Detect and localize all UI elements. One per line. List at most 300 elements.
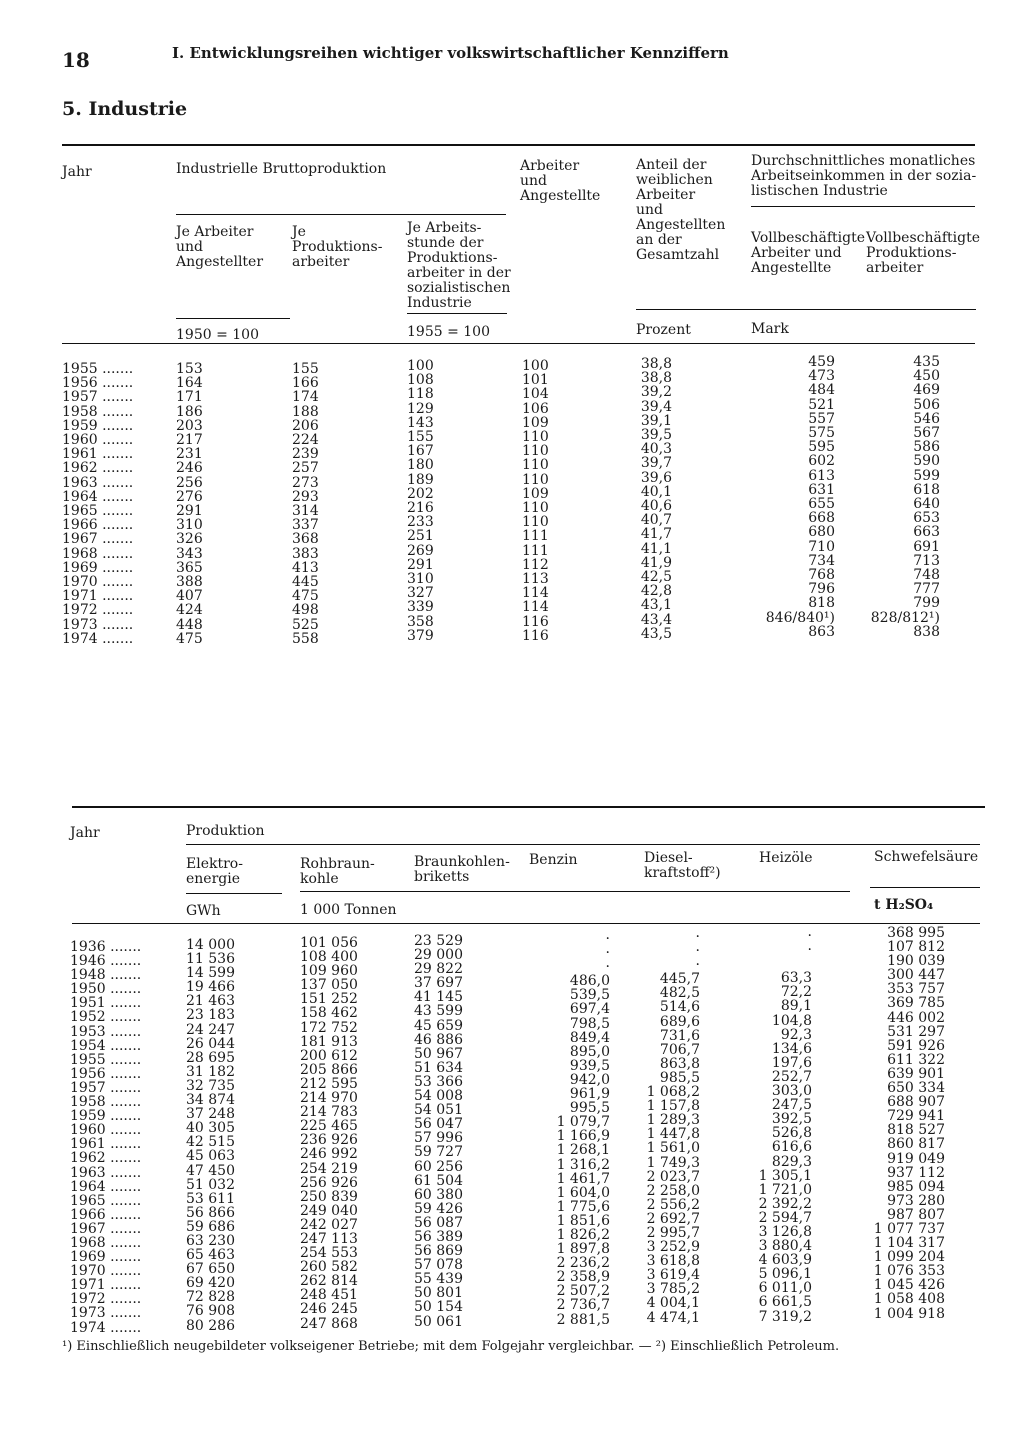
table1-header-arbeiter-angestellte: Arbeiter und Angestellte (520, 158, 601, 204)
table-cell: 197,6 (771, 1054, 812, 1071)
table-cell: 3 618,8 (646, 1253, 700, 1270)
table-cell: 45 659 (414, 1017, 463, 1034)
table-cell: 106 (522, 400, 549, 417)
table-cell: 1 104 317 (873, 1235, 945, 1252)
table1-unit-rule-b (407, 313, 507, 314)
table-cell: 42,5 (640, 569, 672, 586)
table1-header-je-produktionsarbeiter: Je Produktions- arbeiter (292, 224, 383, 270)
table1-header-einkommen: Durchschnittliches monatliches Arbeitseinkommen in der sozia- listischen Industrie (751, 153, 977, 199)
table-cell: 53 611 (186, 1190, 235, 1207)
table-cell: 23 529 (414, 933, 463, 949)
table-cell: 5 096,1 (758, 1266, 812, 1283)
table-cell: 1964 ....... (70, 1178, 142, 1195)
table-cell: 1946 ....... (70, 953, 142, 970)
table-cell: 11 536 (186, 951, 235, 968)
table-cell: 4 603,9 (758, 1252, 812, 1269)
table-cell: 50 801 (414, 1285, 463, 1302)
table-cell: · (695, 943, 700, 960)
table-cell: 60 380 (414, 1186, 463, 1203)
table-cell: 291 (176, 503, 203, 520)
table-cell: 383 (292, 545, 319, 562)
table-cell: 388 (176, 574, 203, 591)
table-cell: 1 461,7 (556, 1170, 610, 1187)
table-cell: 76 908 (186, 1303, 235, 1320)
table-cell: 38,8 (640, 356, 672, 372)
table-cell: 1956 ....... (70, 1065, 142, 1082)
table-cell: 29 822 (414, 961, 463, 978)
table-cell: 849,4 (569, 1029, 610, 1046)
table-cell: 1 826,2 (556, 1226, 610, 1243)
table-cell: 680 (808, 524, 835, 541)
table2-header-heizoele: Heizöle (759, 850, 813, 866)
table-cell: 110 (522, 457, 549, 474)
table-cell: 407 (176, 588, 203, 605)
running-title: I. Entwicklungsreihen wichtiger volkswirtschaftlicher Kennziffern (172, 44, 729, 62)
table-cell: 358 (407, 613, 434, 630)
table-cell: 1 305,1 (758, 1167, 812, 1184)
table-cell: 54 008 (414, 1088, 463, 1105)
table-cell: 43,4 (640, 611, 672, 628)
table1-col-je-produktionsarbeiter (292, 362, 319, 646)
table-cell: 110 (522, 514, 549, 531)
table-cell: 225 465 (300, 1118, 358, 1135)
table-cell: 895,0 (569, 1043, 610, 1060)
table-cell: 368 995 (887, 925, 945, 941)
table-cell: 688 907 (887, 1094, 945, 1111)
table-cell: 246 245 (300, 1301, 358, 1318)
table-cell: 327 (407, 585, 434, 602)
table-cell: 525 (292, 616, 319, 633)
table-cell: 56 047 (414, 1116, 463, 1133)
table-cell: 1 604,0 (556, 1184, 610, 1201)
table-cell: 50 154 (414, 1299, 463, 1316)
table-cell: 1965 ....... (62, 503, 134, 520)
table-cell: 256 926 (300, 1174, 358, 1191)
table-cell: 246 992 (300, 1146, 358, 1163)
table-cell: 498 (292, 602, 319, 619)
table-cell: 1 316,2 (556, 1156, 610, 1173)
table-cell: 706,7 (659, 1041, 700, 1058)
table-cell: 475 (292, 588, 319, 605)
table-cell: 188 (292, 403, 319, 420)
table-cell: 838 (913, 623, 940, 640)
table-cell: 1948 ....... (70, 967, 142, 984)
table-cell: 1973 ....... (62, 616, 134, 633)
table-cell: 217 (176, 432, 203, 449)
table-cell: 151 252 (300, 991, 358, 1008)
table-cell: 114 (522, 585, 549, 602)
table-cell: 2 692,7 (646, 1210, 700, 1227)
table-cell: 1 004 918 (873, 1305, 945, 1322)
table-cell: 104 (522, 386, 549, 403)
table-cell: 1958 ....... (70, 1094, 142, 1111)
table-cell: 269 (407, 542, 434, 559)
table-cell: 1952 ....... (70, 1009, 142, 1026)
table-cell: 134,6 (771, 1040, 812, 1057)
table1-header-je-arbeiter: Je Arbeiter und Angestellter (176, 224, 264, 270)
table-cell: 72,2 (780, 984, 812, 1001)
table-cell: 189 (407, 471, 434, 488)
table-cell: 1971 ....... (70, 1277, 142, 1294)
table-cell: 987 807 (887, 1206, 945, 1223)
table-cell: 1973 ....... (70, 1305, 142, 1322)
table-cell: 56 389 (414, 1228, 463, 1245)
table-cell: 591 926 (887, 1037, 945, 1054)
table-cell: 166 (292, 375, 319, 392)
table1-unit-index-1950: 1950 = 100 (176, 327, 259, 343)
table-cell: 379 (407, 627, 434, 644)
table2-top-rule (72, 806, 985, 808)
table-cell: 6 661,5 (758, 1294, 812, 1311)
table-cell: 3 126,8 (758, 1223, 812, 1240)
table-cell: 639 901 (887, 1065, 945, 1082)
table1-unit-rule-c (636, 309, 976, 310)
table-cell: 111 (522, 542, 549, 559)
table2-header-braunkohlenbriketts: Braunkohlen- briketts (414, 854, 510, 885)
table-cell: 24 247 (186, 1021, 235, 1038)
table-cell: 961,9 (569, 1086, 610, 1103)
table2-col-benzin (500, 932, 610, 1327)
table-cell: 254 219 (300, 1160, 358, 1177)
table-cell: 863,8 (659, 1055, 700, 1072)
table2-header-produktion: Produktion (186, 823, 265, 839)
table-cell: 2 258,0 (646, 1182, 700, 1199)
table-cell: 1963 ....... (62, 474, 134, 491)
table-cell: 21 463 (186, 993, 235, 1010)
table-cell: 1972 ....... (70, 1291, 142, 1308)
table-cell: 2 023,7 (646, 1168, 700, 1185)
table-cell: 260 582 (300, 1259, 358, 1276)
table-cell: 1950 ....... (70, 981, 142, 998)
table-cell: 100 (407, 358, 434, 374)
table1-unit-mark: Mark (751, 321, 789, 337)
table-cell: 326 (176, 531, 203, 548)
table-cell: 247 868 (300, 1315, 358, 1332)
table-cell: 1 749,3 (646, 1154, 700, 1171)
table-cell: 445,7 (659, 971, 700, 988)
table-cell: 1 447,8 (646, 1126, 700, 1143)
table2-col-rohbraunkohle (300, 936, 358, 1331)
table-cell: 1 068,2 (646, 1084, 700, 1101)
table-cell: 50 061 (414, 1313, 463, 1330)
table-cell: 435 (913, 354, 940, 370)
table2-unit-tonnen: 1 000 Tonnen (300, 902, 397, 918)
table-cell: 353 757 (887, 981, 945, 998)
table-cell: 303,0 (771, 1083, 812, 1100)
table-cell: 51 634 (414, 1059, 463, 1076)
table-cell: 7 319,2 (758, 1308, 812, 1325)
table-cell: 40 305 (186, 1120, 235, 1137)
table1-header-anteil-weiblich: Anteil der weiblichen Arbeiter und Angestellten an der Gesamtzahl (636, 157, 726, 263)
table-cell: 469 (913, 382, 940, 399)
table-cell: 101 (522, 372, 549, 389)
table-cell: 1 045 426 (873, 1277, 945, 1294)
table-cell: 37 697 (414, 975, 463, 992)
table-cell: 100 (522, 358, 549, 374)
table-cell: 424 (176, 602, 203, 619)
table-cell: 248 451 (300, 1287, 358, 1304)
table-cell: 1959 ....... (70, 1108, 142, 1125)
table-cell: 713 (913, 552, 940, 569)
table-cell: 42,8 (640, 583, 672, 600)
table-cell: 40,6 (640, 498, 672, 515)
table1-col-je-arbeiter (176, 362, 203, 646)
table-cell: 251 (407, 528, 434, 545)
table-cell: 1 157,8 (646, 1098, 700, 1115)
table1-unit-prozent: Prozent (636, 322, 691, 338)
table-cell: 143 (407, 414, 434, 431)
table-cell: 599 (913, 467, 940, 484)
footnotes: ¹) Einschließlich neugebildeter volkseigener Betriebe; mit dem Folgejahr vergleichbar. — ²) Einschließlich Petroleum. (62, 1339, 840, 1354)
table-cell: 28 695 (186, 1049, 235, 1066)
table-cell: 939,5 (569, 1057, 610, 1074)
table-cell: 172 752 (300, 1019, 358, 1036)
table-cell: 29 000 (414, 947, 463, 964)
table-cell: 748 (913, 567, 940, 584)
table-cell: 1969 ....... (70, 1249, 142, 1266)
table-cell: 539,5 (569, 987, 610, 1004)
table2-header-benzin: Benzin (529, 852, 578, 868)
table-cell: 1 077 737 (873, 1220, 945, 1237)
table1-header-bottom-rule (62, 343, 975, 344)
table-cell: 710 (808, 538, 835, 555)
table-cell: 1960 ....... (62, 432, 134, 449)
table-cell: 369 785 (887, 995, 945, 1012)
table-cell: 276 (176, 488, 203, 505)
table-cell: 1957 ....... (62, 389, 134, 406)
table-cell: 80 286 (186, 1317, 235, 1334)
table-cell: 310 (407, 571, 434, 588)
table-cell: 310 (176, 517, 203, 534)
table-cell: 1 099 204 (873, 1249, 945, 1266)
table-cell: 514,6 (659, 999, 700, 1016)
table-cell: 2 556,2 (646, 1196, 700, 1213)
table-cell: 691 (913, 538, 940, 555)
table-cell: 2 881,5 (556, 1311, 610, 1328)
table2-unit-gwh: GWh (186, 903, 221, 919)
table-cell: 43,1 (640, 597, 672, 614)
table-cell: 300 447 (887, 967, 945, 984)
table-cell: 205 866 (300, 1061, 358, 1078)
table-cell: 43 599 (414, 1003, 463, 1020)
table-cell: 246 (176, 460, 203, 477)
table-cell: 1955 ....... (70, 1051, 142, 1068)
table-cell: 1972 ....... (62, 602, 134, 619)
table-cell: 521 (808, 396, 835, 413)
table-cell: 697,4 (569, 1001, 610, 1018)
table-cell: 47 450 (186, 1162, 235, 1179)
table2-unit-rule-b (300, 891, 850, 892)
table-cell: 231 (176, 446, 203, 463)
table-cell: 618 (913, 481, 940, 498)
table-cell: 668 (808, 510, 835, 527)
table-cell: 61 504 (414, 1172, 463, 1189)
table-cell: 112 (522, 556, 549, 573)
table-cell: 59 426 (414, 1200, 463, 1217)
table-cell: · (695, 929, 700, 945)
table-cell: 995,5 (569, 1100, 610, 1117)
table-cell: 446 002 (887, 1009, 945, 1026)
table-cell: 2 594,7 (758, 1209, 812, 1226)
table-cell: 1968 ....... (62, 545, 134, 562)
table-cell: 41 145 (414, 989, 463, 1006)
table-cell: 23 183 (186, 1007, 235, 1024)
table-cell: 39,1 (640, 412, 672, 429)
table-cell: 828/812¹) (870, 609, 940, 626)
table-cell: 254 553 (300, 1245, 358, 1262)
table-cell: 506 (913, 396, 940, 413)
table1-einkommen-rule (751, 206, 975, 207)
table-cell: 2 995,7 (646, 1224, 700, 1241)
table-cell: 40,7 (640, 512, 672, 529)
table-cell: 206 (292, 417, 319, 434)
table-cell: 109 (522, 414, 549, 431)
table-cell: 43,5 (640, 625, 672, 642)
table-cell: 273 (292, 474, 319, 491)
table-cell: 475 (176, 630, 203, 647)
table-cell: 368 (292, 531, 319, 548)
table-cell: 3 880,4 (758, 1238, 812, 1255)
table-cell: 262 814 (300, 1273, 358, 1290)
table-cell: 153 (176, 361, 203, 377)
table-cell: 1965 ....... (70, 1192, 142, 1209)
table1-header-vollb-produktion: Vollbeschäftigte Produktions- arbeiter (866, 230, 981, 276)
table-cell (720, 957, 812, 971)
table-cell: 114 (522, 599, 549, 616)
table-cell: 200 612 (300, 1047, 358, 1064)
table-cell: 3 785,2 (646, 1281, 700, 1298)
table1-group-rule (176, 214, 506, 215)
table2-col-elektroenergie (186, 938, 235, 1333)
table-cell: 41,7 (640, 526, 672, 543)
table-cell: 1 561,0 (646, 1140, 700, 1157)
table-cell: 818 (808, 595, 835, 612)
table-cell: 937 112 (887, 1164, 945, 1181)
table-cell: 1968 ....... (70, 1234, 142, 1251)
table-cell: 109 (522, 485, 549, 502)
table2-col-schwefelsaeure (840, 926, 945, 1321)
table-cell: 38,8 (640, 370, 672, 387)
table-cell: 59 727 (414, 1144, 463, 1161)
table-cell: 1966 ....... (62, 517, 134, 534)
table-cell: 186 (176, 403, 203, 420)
table-cell: 101 056 (300, 935, 358, 951)
table-cell: 32 735 (186, 1077, 235, 1094)
table-cell: 60 256 (414, 1158, 463, 1175)
table1-header-bruttoproduktion: Industrielle Bruttoproduktion (176, 161, 387, 177)
table-cell: 777 (913, 581, 940, 598)
table-cell: 1974 ....... (62, 630, 134, 647)
table-cell: 167 (407, 443, 434, 460)
table-cell: 863 (808, 623, 835, 640)
table-cell: 689,6 (659, 1013, 700, 1030)
table-cell: 1961 ....... (62, 446, 134, 463)
table-cell: · (605, 931, 610, 947)
table-cell: 155 (407, 429, 434, 446)
table-cell: 56 087 (414, 1214, 463, 1231)
table-cell: 174 (292, 389, 319, 406)
table-cell: 1958 ....... (62, 403, 134, 420)
table-cell: 482,5 (659, 985, 700, 1002)
table-cell: 1 289,3 (646, 1112, 700, 1129)
table-cell: 224 (292, 432, 319, 449)
table-cell: 92,3 (780, 1026, 812, 1043)
table-cell: 57 996 (414, 1130, 463, 1147)
table-cell: 459 (808, 354, 835, 370)
table-cell: 37 248 (186, 1106, 235, 1123)
table-cell: 56 869 (414, 1243, 463, 1260)
table-cell: 3 252,9 (646, 1239, 700, 1256)
table-cell: 1 775,6 (556, 1198, 610, 1215)
table-cell: 1 076 353 (873, 1263, 945, 1280)
table-cell: 4 474,1 (646, 1309, 700, 1326)
table-cell: 108 (407, 372, 434, 389)
table-cell: 4 004,1 (646, 1295, 700, 1312)
table-cell: 3 619,4 (646, 1267, 700, 1284)
table-cell: 1957 ....... (70, 1079, 142, 1096)
table1-unit-index-1955: 1955 = 100 (407, 324, 490, 340)
table-cell: 1970 ....... (70, 1263, 142, 1280)
table-cell: 1936 ....... (70, 939, 142, 955)
table-cell: 655 (808, 496, 835, 513)
table-cell: 56 866 (186, 1204, 235, 1221)
table1-header-je-arbeitsstunde: Je Arbeits- stunde der Produktions- arbeiter in der sozialistischen Industrie (407, 220, 511, 311)
table-cell: 46 886 (414, 1031, 463, 1048)
table1-col-arbeiter-angestellte (522, 359, 549, 643)
table-cell: 1 058 408 (873, 1291, 945, 1308)
table-cell: 1971 ....... (62, 588, 134, 605)
table-cell: 486,0 (569, 973, 610, 990)
table-cell: 1974 ....... (70, 1319, 142, 1336)
table-cell: 109 960 (300, 963, 358, 980)
table-cell: 526,8 (771, 1125, 812, 1142)
table-cell: 985 094 (887, 1178, 945, 1195)
table-cell: 339 (407, 599, 434, 616)
table-cell: 155 (292, 361, 319, 377)
table-cell: 63 230 (186, 1232, 235, 1249)
table-cell: 39,6 (640, 469, 672, 486)
table-cell: 203 (176, 417, 203, 434)
page-number: 18 (62, 48, 90, 72)
table-cell: 180 (407, 457, 434, 474)
table1-col-vollb-produktion (850, 355, 940, 639)
table-cell: 1 079,7 (556, 1114, 610, 1131)
table-cell: 450 (913, 368, 940, 385)
table-cell: 51 032 (186, 1176, 235, 1193)
table-cell: 63,3 (780, 970, 812, 987)
table-cell: 34 874 (186, 1092, 235, 1109)
table-cell: 247,5 (771, 1097, 812, 1114)
table-cell: 590 (913, 453, 940, 470)
table-cell: 118 (407, 386, 434, 403)
table-cell: 1 268,1 (556, 1142, 610, 1159)
table-cell: 55 439 (414, 1271, 463, 1288)
table-cell: 484 (808, 382, 835, 399)
table-cell: 1 851,6 (556, 1212, 610, 1229)
table2-col-braunkohlenbriketts (414, 934, 463, 1329)
table-cell: · (605, 945, 610, 962)
table-cell: · (605, 959, 610, 976)
table-cell: 42 515 (186, 1134, 235, 1151)
table-cell: 247 113 (300, 1230, 358, 1247)
table-cell: · (807, 942, 812, 959)
table-cell: 40,1 (640, 483, 672, 500)
table-cell: 613 (808, 467, 835, 484)
table-cell: 448 (176, 616, 203, 633)
table-cell: 1 721,0 (758, 1181, 812, 1198)
table-cell: 293 (292, 488, 319, 505)
table-cell: 602 (808, 453, 835, 470)
